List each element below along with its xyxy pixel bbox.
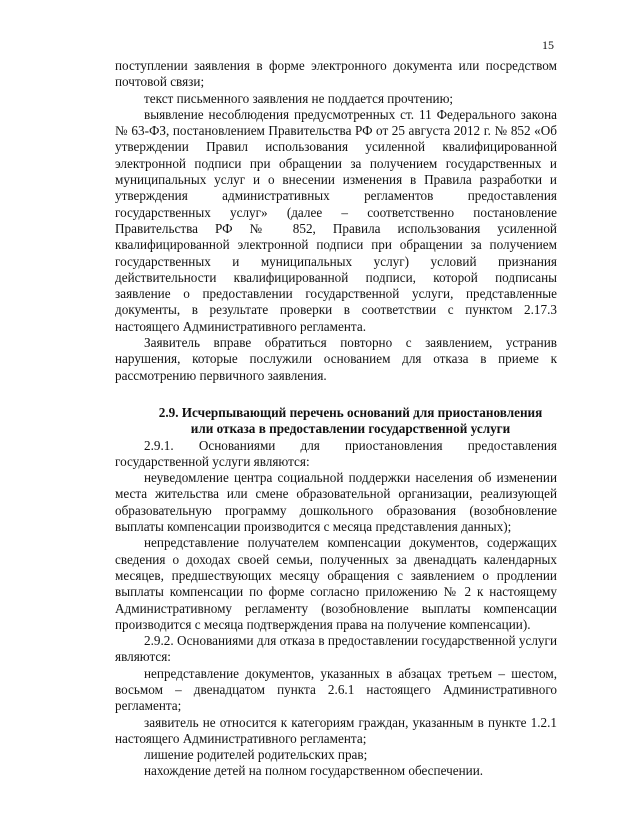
paragraph-9: непредставление документов, указанных в абзацах третьем – шестом, восьмом – двенадцатом пункта 2.6.1 настоящего Административного регламента; [115, 665, 557, 714]
paragraph-4: Заявитель вправе обратиться повторно с заявлением, устранив нарушения, которые послужили основанием для отказа в приеме к рассмотрению первичного заявления. [115, 335, 557, 383]
section-heading [115, 405, 557, 438]
paragraph-11: лишение родителей родительских прав; [144, 747, 368, 763]
section-heading-line-1: 2.9. Исчерпывающий перечень оснований для приостановления [158, 404, 543, 420]
paragraph-8: 2.9.2. Основаниями для отказа в предоставлении государственной услуги являются: [115, 633, 557, 665]
paragraph-1: поступлении заявления в форме электронного документа или посредством почтовой связи; [115, 58, 557, 90]
document-body [115, 58, 557, 780]
paragraph-7: непредставление получателем компенсации документов, содержащих сведения о доходах своей семьи, полученных за двенадцать календарных месяцев, предшествующих месяцу обращения с заявлением о продлении выплаты компенсации по форме согласно приложению № 2 к настоящему Административному регламенту (возобновление выплаты компенсации производится с месяца подтверждения права на получение компенсации). [115, 535, 557, 632]
paragraph-3: выявление несоблюдения предусмотренных ст. 11 Федерального закона № 63-ФЗ, постановлением Правительства РФ от 25 августа 2012 г. № 852 «Об утверждении Правил использования усиленной квалифицированной электронной подписи при обращении за получением государственных и муниципальных услуг и о внесении изменения в Правила разработки и утверждения административных регламентов предоставления государственных услуг» (далее – соответственно постановление Правительства РФ № 852, Правила использования усиленной квалифицированной электронной подписи при обращении за получением государственных и муниципальных услуг) условий признания действительности квалифицированной подписи, которой подписаны заявление о предоставлении государственной услуги, представленные документы, в результате проверки в соответствии с пунктом 2.17.3 настоящего Административного регламента. [115, 106, 557, 334]
paragraph-2: текст письменного заявления не поддается прочтению; [144, 90, 454, 106]
section-heading-line-2: или отказа в предоставлении государственной услуги [190, 421, 511, 437]
paragraph-5: 2.9.1. Основаниями для приостановления предоставления государственной услуги являются: [115, 437, 557, 469]
page-number: 15 [542, 38, 554, 52]
paragraph-6: неуведомление центра социальной поддержки населения об изменении места жительства или смене образовательной организации, реализующей образовательную программу дошкольного образования (возобновление выплаты компенсации производится с месяца представления данных); [115, 470, 557, 535]
paragraph-12: нахождение детей на полном государственном обеспечении. [144, 763, 484, 779]
paragraph-10: заявитель не относится к категориям граждан, указанным в пункте 1.2.1 настоящего Административного регламента; [115, 714, 557, 746]
